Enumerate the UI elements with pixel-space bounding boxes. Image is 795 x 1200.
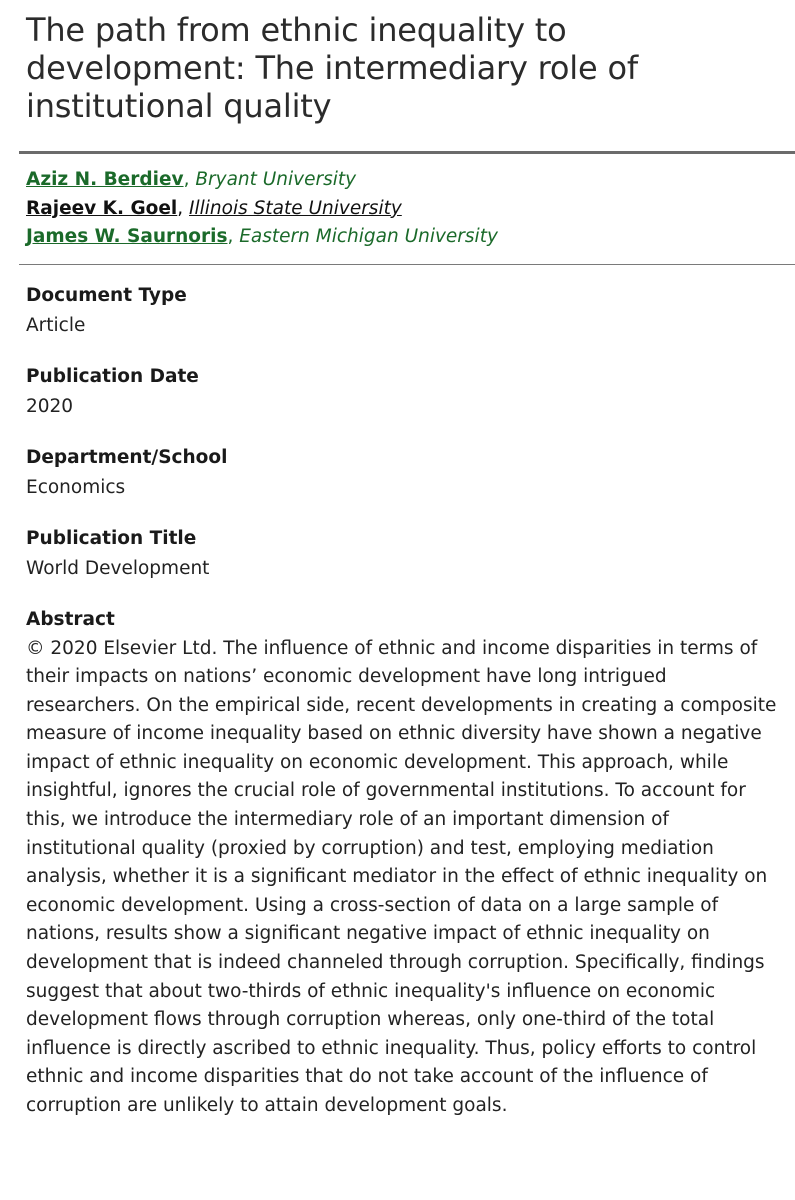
document-type-field bbox=[26, 281, 779, 341]
publication-title-field bbox=[26, 524, 779, 584]
author-affiliation[interactable]: Illinois State University bbox=[189, 197, 402, 219]
author-item bbox=[26, 166, 779, 195]
field-value: 2020 bbox=[26, 395, 74, 417]
abstract-label: Abstract bbox=[26, 608, 115, 630]
author-link[interactable]: Aziz N. Berdiev bbox=[26, 169, 184, 190]
author-affiliation: Bryant University bbox=[195, 169, 357, 190]
department-field bbox=[26, 443, 779, 503]
author-list bbox=[26, 166, 779, 252]
authors-divider bbox=[19, 264, 795, 265]
author-separator: , bbox=[177, 197, 190, 219]
field-label: Document Type bbox=[26, 284, 187, 306]
abstract-field bbox=[26, 605, 779, 1121]
abstract-text: © 2020 Elsevier Ltd. The influence of ethnic and income disparities in terms of their impacts on nations’ economic development have long intrigued researchers. On the empirical side, recent developments in creating a composite measure of income inequality based on ethnic diversity have shown a negative impact of ethnic inequality on economic development. This approach, while insightful, ignores the crucial role of governmental institutions. To account for this, we introduce the intermediary role of an important dimension of institutional quality (proxied by corruption) and test, employing mediation analysis, whether it is a significant mediator in the effect of ethnic inequality on economic development. Using a cross-section of data on a large sample of nations, results show a significant negative impact of ethnic inequality on development that is indeed channeled through corruption. Specifically, findings suggest that about two-thirds of ethnic inequality's influence on economic development flows through corruption whereas, only one-third of the total influence is directly ascribed to ethnic inequality. Thus, policy efforts to control ethnic and income disparities that do not take account of the influence of corruption are unlikely to attain development goals. bbox=[26, 637, 777, 1116]
title-divider bbox=[19, 151, 795, 154]
author-item bbox=[26, 223, 779, 252]
field-value: World Development bbox=[26, 557, 210, 579]
field-value: Economics bbox=[26, 476, 126, 498]
author-item bbox=[26, 195, 779, 224]
author-separator: , bbox=[183, 169, 196, 190]
field-label: Department/School bbox=[26, 446, 228, 468]
publication-date-field bbox=[26, 362, 779, 422]
page-title: The path from ethnic inequality to development: The intermediary role of institutional quality bbox=[26, 11, 638, 125]
author-affiliation: Eastern Michigan University bbox=[239, 226, 498, 247]
author-link[interactable]: James W. Saurnoris bbox=[26, 226, 228, 247]
author-link[interactable]: Rajeev K. Goel bbox=[26, 197, 178, 219]
field-label: Publication Date bbox=[26, 365, 199, 387]
field-value: Article bbox=[26, 314, 86, 336]
author-separator: , bbox=[227, 226, 240, 247]
field-label: Publication Title bbox=[26, 527, 197, 549]
